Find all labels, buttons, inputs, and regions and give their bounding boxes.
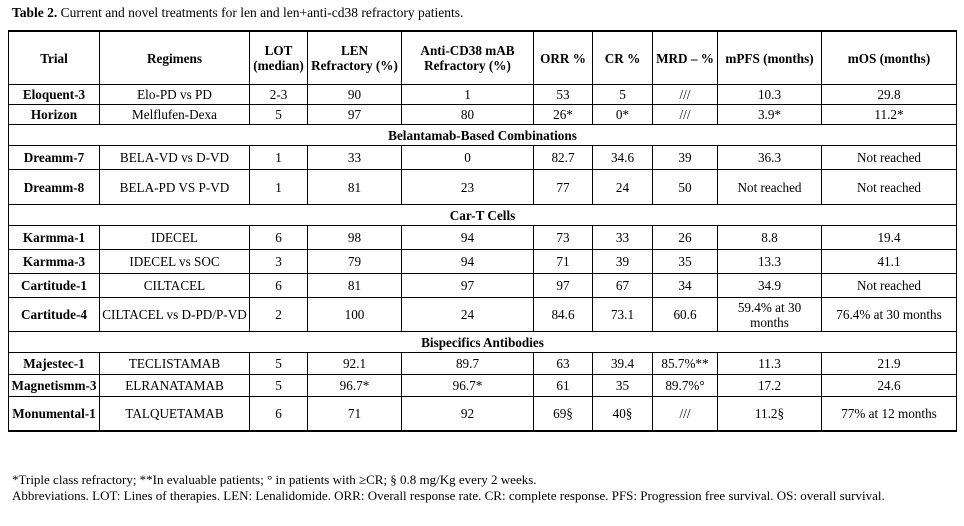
cell-lot: 1 (250, 146, 308, 170)
cell-mpfs: 8.8 (718, 226, 822, 250)
cell-mos: 77% at 12 months (822, 397, 957, 431)
cell-len: 96.7* (308, 375, 402, 397)
cell-cr: 33 (593, 226, 653, 250)
cell-mrd: 89.7%° (653, 375, 718, 397)
cell-cr: 40§ (593, 397, 653, 431)
cell-trial: Magnetismm-3 (9, 375, 100, 397)
cell-regimen: CILTACEL (100, 274, 250, 298)
header-mrd: MRD – % (653, 31, 718, 85)
cell-len: 98 (308, 226, 402, 250)
cell-cr: 73.1 (593, 298, 653, 332)
cell-mrd: /// (653, 105, 718, 125)
cell-mos: Not reached (822, 274, 957, 298)
footnote-symbols: *Triple class refractory; **In evaluable patients; ° in patients with ≥CR; § 0.8 mg/Kg every 2 weeks. (12, 472, 537, 487)
cell-mpfs: 11.3 (718, 353, 822, 375)
cell-lot: 6 (250, 274, 308, 298)
cell-mos: 19.4 (822, 226, 957, 250)
cell-mpfs: Not reached (718, 170, 822, 205)
header-trial: Trial (9, 31, 100, 85)
cell-regimen: TECLISTAMAB (100, 353, 250, 375)
cell-mos: Not reached (822, 170, 957, 205)
cell-mpfs: 10.3 (718, 85, 822, 105)
cell-mrd: 60.6 (653, 298, 718, 332)
cell-mos: 76.4% at 30 months (822, 298, 957, 332)
table-row (9, 250, 957, 274)
cell-regimen: Melflufen-Dexa (100, 105, 250, 125)
header-row (9, 31, 957, 85)
cell-lot: 2-3 (250, 85, 308, 105)
cell-trial: Eloquent-3 (9, 85, 100, 105)
cell-mos: 11.2* (822, 105, 957, 125)
cell-anticd38: 0 (402, 146, 534, 170)
cell-anticd38: 96.7* (402, 375, 534, 397)
cell-regimen: CILTACEL vs D-PD/P-VD (100, 298, 250, 332)
cell-trial: Dreamm-7 (9, 146, 100, 170)
cell-len: 97 (308, 105, 402, 125)
cell-anticd38: 94 (402, 250, 534, 274)
treatments-table (8, 30, 957, 432)
cell-orr: 82.7 (534, 146, 593, 170)
cell-mrd: /// (653, 85, 718, 105)
cell-mpfs: 17.2 (718, 375, 822, 397)
table-row (9, 298, 957, 332)
cell-len: 79 (308, 250, 402, 274)
cell-cr: 39 (593, 250, 653, 274)
cell-mrd: 39 (653, 146, 718, 170)
cell-mrd: /// (653, 397, 718, 431)
cell-lot: 1 (250, 170, 308, 205)
cell-trial: Cartitude-1 (9, 274, 100, 298)
cell-cr: 0* (593, 105, 653, 125)
header-cr: CR % (593, 31, 653, 85)
header-mpfs: mPFS (months) (718, 31, 822, 85)
cell-anticd38: 80 (402, 105, 534, 125)
table-row (9, 375, 957, 397)
footnotes (12, 472, 952, 504)
section-row (9, 125, 957, 146)
table-row (9, 146, 957, 170)
section-title: Car-T Cells (9, 205, 957, 226)
footnote-abbreviations: Abbreviations. LOT: Lines of therapies. LEN: Lenalidomide. ORR: Overall response rate. CR: complete response. PFS: Progression free survival. OS: overall survival. (12, 488, 885, 503)
cell-anticd38: 94 (402, 226, 534, 250)
cell-trial: Majestec-1 (9, 353, 100, 375)
table-body (9, 85, 957, 431)
cell-lot: 6 (250, 226, 308, 250)
section-title: Bispecifics Antibodies (9, 332, 957, 353)
header-lot: LOT (median) (250, 31, 308, 85)
cell-orr: 61 (534, 375, 593, 397)
cell-regimen: ELRANATAMAB (100, 375, 250, 397)
cell-mpfs: 13.3 (718, 250, 822, 274)
table-row (9, 85, 957, 105)
header-len-refractory: LEN Refractory (%) (308, 31, 402, 85)
cell-trial: Monumental-1 (9, 397, 100, 431)
section-title: Belantamab-Based Combinations (9, 125, 957, 146)
cell-orr: 73 (534, 226, 593, 250)
cell-len: 81 (308, 274, 402, 298)
header-regimens: Regimens (100, 31, 250, 85)
cell-mrd: 34 (653, 274, 718, 298)
cell-mos: 29.8 (822, 85, 957, 105)
caption-label: Table 2. (12, 5, 58, 20)
cell-cr: 35 (593, 375, 653, 397)
cell-lot: 5 (250, 375, 308, 397)
table-row (9, 274, 957, 298)
cell-orr: 71 (534, 250, 593, 274)
cell-anticd38: 97 (402, 274, 534, 298)
cell-mpfs: 11.2§ (718, 397, 822, 431)
cell-lot: 6 (250, 397, 308, 431)
cell-trial: Karmma-1 (9, 226, 100, 250)
cell-anticd38: 92 (402, 397, 534, 431)
cell-anticd38: 1 (402, 85, 534, 105)
cell-orr: 77 (534, 170, 593, 205)
table-caption (12, 5, 463, 21)
cell-lot: 3 (250, 250, 308, 274)
cell-regimen: TALQUETAMAB (100, 397, 250, 431)
cell-orr: 63 (534, 353, 593, 375)
table-row (9, 397, 957, 431)
cell-trial: Cartitude-4 (9, 298, 100, 332)
cell-mpfs: 36.3 (718, 146, 822, 170)
cell-trial: Dreamm-8 (9, 170, 100, 205)
cell-orr: 26* (534, 105, 593, 125)
cell-lot: 2 (250, 298, 308, 332)
cell-mrd: 50 (653, 170, 718, 205)
cell-mos: Not reached (822, 146, 957, 170)
cell-mos: 24.6 (822, 375, 957, 397)
cell-len: 92.1 (308, 353, 402, 375)
cell-regimen: BELA-VD vs D-VD (100, 146, 250, 170)
cell-anticd38: 24 (402, 298, 534, 332)
header-orr: ORR % (534, 31, 593, 85)
cell-cr: 67 (593, 274, 653, 298)
cell-len: 100 (308, 298, 402, 332)
cell-mpfs: 34.9 (718, 274, 822, 298)
cell-lot: 5 (250, 353, 308, 375)
cell-anticd38: 89.7 (402, 353, 534, 375)
cell-orr: 69§ (534, 397, 593, 431)
cell-trial: Horizon (9, 105, 100, 125)
section-row (9, 332, 957, 353)
cell-len: 33 (308, 146, 402, 170)
header-mos: mOS (months) (822, 31, 957, 85)
cell-mpfs: 59.4% at 30 months (718, 298, 822, 332)
cell-cr: 24 (593, 170, 653, 205)
cell-regimen: IDECEL vs SOC (100, 250, 250, 274)
cell-orr: 53 (534, 85, 593, 105)
cell-mrd: 85.7%** (653, 353, 718, 375)
cell-regimen: BELA-PD VS P-VD (100, 170, 250, 205)
caption-text: Current and novel treatments for len and len+anti-cd38 refractory patients. (57, 5, 464, 20)
cell-mpfs: 3.9* (718, 105, 822, 125)
table-row (9, 226, 957, 250)
table-row (9, 105, 957, 125)
cell-cr: 39.4 (593, 353, 653, 375)
cell-len: 81 (308, 170, 402, 205)
cell-mrd: 35 (653, 250, 718, 274)
cell-mos: 21.9 (822, 353, 957, 375)
cell-mos: 41.1 (822, 250, 957, 274)
cell-len: 90 (308, 85, 402, 105)
cell-cr: 34.6 (593, 146, 653, 170)
cell-cr: 5 (593, 85, 653, 105)
cell-regimen: IDECEL (100, 226, 250, 250)
cell-orr: 84.6 (534, 298, 593, 332)
cell-anticd38: 23 (402, 170, 534, 205)
section-row (9, 205, 957, 226)
cell-trial: Karmma-3 (9, 250, 100, 274)
header-anti-cd38: Anti-CD38 mAB Refractory (%) (402, 31, 534, 85)
table-row (9, 353, 957, 375)
cell-mrd: 26 (653, 226, 718, 250)
cell-regimen: Elo-PD vs PD (100, 85, 250, 105)
cell-lot: 5 (250, 105, 308, 125)
table-row (9, 170, 957, 205)
cell-orr: 97 (534, 274, 593, 298)
cell-len: 71 (308, 397, 402, 431)
